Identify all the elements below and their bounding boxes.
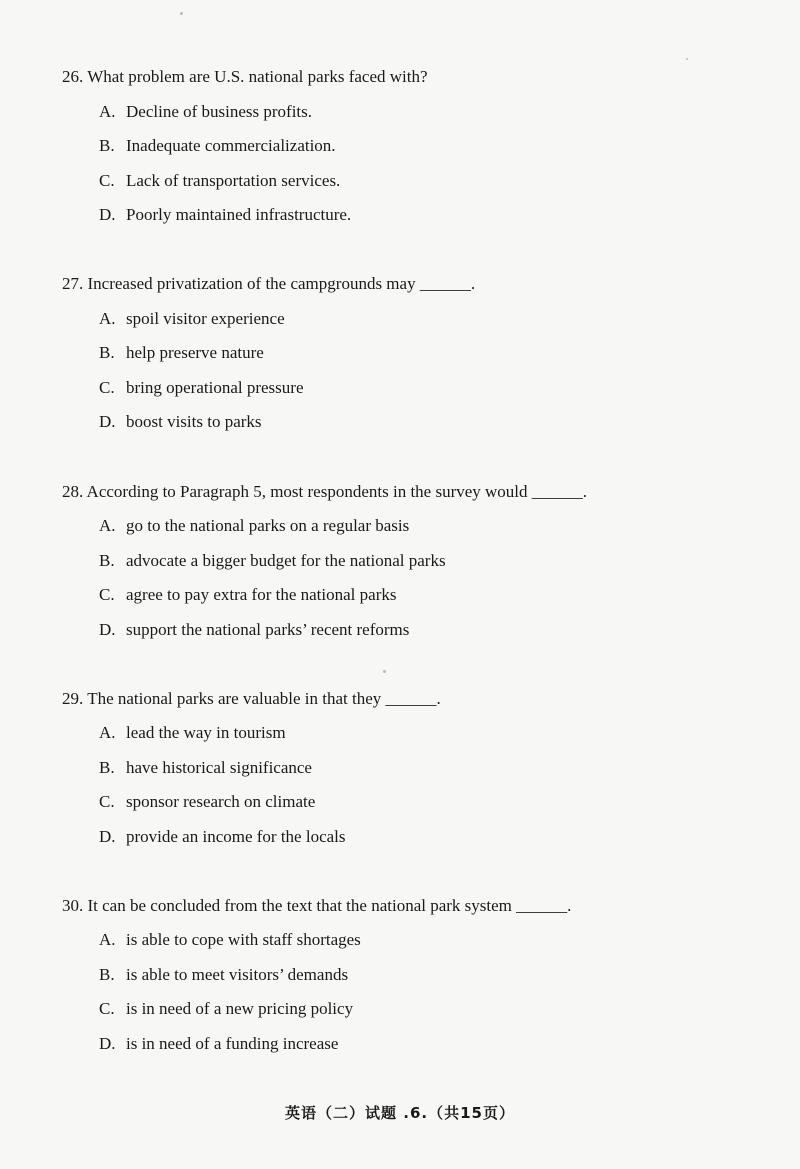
option-a[interactable] <box>99 308 285 330</box>
option-letter: D. <box>99 1034 116 1053</box>
option-text: spoil visitor experience <box>126 309 285 328</box>
option-letter: D. <box>99 620 116 639</box>
question-stem: 28. According to Paragraph 5, most respondents in the survey would ______. <box>62 482 588 501</box>
option-text: Lack of transportation services. <box>126 171 341 190</box>
scan-speck <box>383 670 386 673</box>
option-text: is able to cope with staff shortages <box>126 930 361 949</box>
option-letter: D. <box>99 827 116 846</box>
option-text: agree to pay extra for the national parks <box>126 585 397 604</box>
option-text: provide an income for the locals <box>126 827 346 846</box>
option-b[interactable] <box>99 135 336 157</box>
option-text: advocate a bigger budget for the national parks <box>126 551 446 570</box>
option-text: is able to meet visitors’ demands <box>126 965 349 984</box>
option-letter: C. <box>99 999 115 1018</box>
option-text: lead the way in tourism <box>126 723 286 742</box>
option-d[interactable] <box>99 1033 338 1055</box>
option-letter: B. <box>99 343 115 362</box>
option-letter: C. <box>99 792 115 811</box>
option-d[interactable] <box>99 204 351 226</box>
option-letter: A. <box>99 309 116 328</box>
option-text: Inadequate commercialization. <box>126 136 336 155</box>
option-letter: D. <box>99 205 116 224</box>
option-c[interactable] <box>99 170 340 192</box>
question-stem: 26. What problem are U.S. national parks faced with? <box>62 67 428 86</box>
option-text: have historical significance <box>126 758 312 777</box>
option-letter: B. <box>99 551 115 570</box>
scan-speck <box>686 58 688 60</box>
option-text: support the national parks’ recent reforms <box>126 620 410 639</box>
option-c[interactable] <box>99 791 315 813</box>
option-text: bring operational pressure <box>126 378 304 397</box>
option-d[interactable] <box>99 619 409 641</box>
option-a[interactable] <box>99 722 286 744</box>
option-letter: B. <box>99 758 115 777</box>
option-c[interactable] <box>99 998 353 1020</box>
question-stem: 30. It can be concluded from the text that the national park system ______. <box>62 896 572 915</box>
option-letter: B. <box>99 136 115 155</box>
option-letter: A. <box>99 516 116 535</box>
option-d[interactable] <box>99 826 346 848</box>
option-letter: D. <box>99 412 116 431</box>
option-letter: A. <box>99 102 116 121</box>
option-b[interactable] <box>99 342 264 364</box>
option-text: sponsor research on climate <box>126 792 316 811</box>
option-c[interactable] <box>99 377 304 399</box>
option-letter: A. <box>99 723 116 742</box>
page-footer: 英语（二）试题 .6.（共15页） <box>285 1104 515 1122</box>
option-text: help preserve nature <box>126 343 264 362</box>
question-stem: 27. Increased privatization of the campgrounds may ______. <box>62 274 476 293</box>
option-b[interactable] <box>99 550 446 572</box>
option-a[interactable] <box>99 929 361 951</box>
option-a[interactable] <box>99 101 312 123</box>
option-letter: C. <box>99 171 115 190</box>
option-letter: A. <box>99 930 116 949</box>
option-a[interactable] <box>99 515 409 537</box>
option-letter: C. <box>99 585 115 604</box>
option-text: Poorly maintained infrastructure. <box>126 205 352 224</box>
option-letter: C. <box>99 378 115 397</box>
option-text: Decline of business profits. <box>126 102 313 121</box>
option-letter: B. <box>99 965 115 984</box>
option-b[interactable] <box>99 757 312 779</box>
option-text: is in need of a new pricing policy <box>126 999 354 1018</box>
option-text: boost visits to parks <box>126 412 262 431</box>
option-text: go to the national parks on a regular basis <box>126 516 410 535</box>
option-b[interactable] <box>99 964 348 986</box>
scan-speck <box>180 12 183 15</box>
question-stem: 29. The national parks are valuable in that they ______. <box>62 689 441 708</box>
option-d[interactable] <box>99 411 262 433</box>
option-text: is in need of a funding increase <box>126 1034 339 1053</box>
option-c[interactable] <box>99 584 396 606</box>
